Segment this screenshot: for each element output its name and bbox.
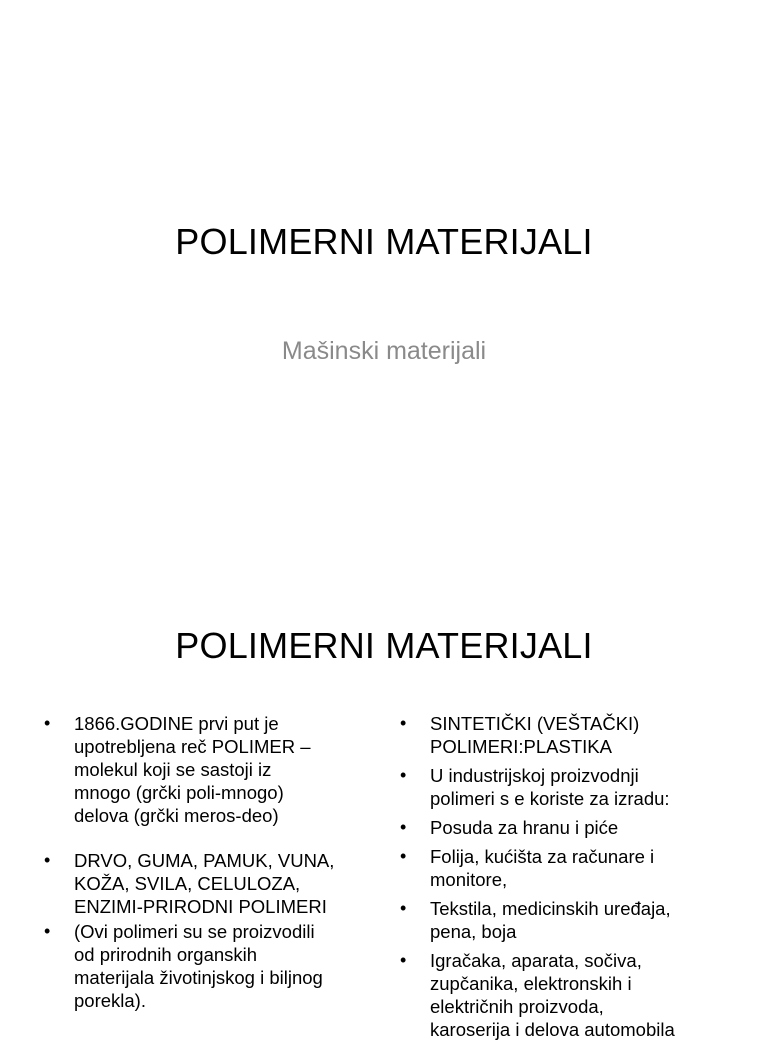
list-item-text: DRVO, GUMA, PAMUK, VUNA, KOŽA, SVILA, CELULOZA, ENZIMI-PRIRODNI POLIMERI	[74, 850, 335, 917]
left-bullet-list	[40, 712, 380, 1018]
list-item	[396, 845, 736, 891]
list-item	[396, 816, 736, 839]
list-item	[396, 764, 736, 810]
list-item-text: Igračaka, aparata, sočiva, zupčanika, elektronskih i električnih proizvoda, karoserija i delova automobila	[430, 950, 675, 1040]
slide-1-title: POLIMERNI MATERIJALI	[175, 221, 593, 262]
slide-2-title: POLIMERNI MATERIJALI	[175, 625, 593, 666]
bullet-icon: •	[44, 850, 51, 870]
list-item-text: (Ovi polimeri su se proizvodili od prirodnih organskih materijala životinjskog i biljnog porekla).	[74, 921, 323, 1011]
bullet-icon: •	[400, 713, 407, 733]
bullet-icon: •	[400, 898, 407, 918]
list-item	[396, 897, 736, 943]
list-item	[40, 849, 380, 918]
right-bullet-list	[396, 712, 736, 1047]
list-item-text: Folija, kućišta za računare i monitore,	[430, 846, 655, 890]
slide-2	[0, 576, 768, 1040]
bullet-icon: •	[44, 713, 51, 733]
list-item-text: Tekstila, medicinskih uređaja, pena, boja	[430, 898, 671, 942]
bullet-icon: •	[400, 817, 407, 837]
bullet-icon: •	[44, 921, 51, 941]
bullet-icon: •	[400, 846, 407, 866]
list-item-text: SINTETIČKI (VEŠTAČKI) POLIMERI:PLASTIKA	[430, 713, 640, 757]
list-item	[40, 712, 380, 827]
list-item	[396, 712, 736, 758]
list-item-text: U industrijskoj proizvodnji polimeri s e koriste za izradu:	[430, 765, 670, 809]
list-item-text: Posuda za hranu i piće	[430, 817, 619, 838]
list-item	[40, 920, 380, 1012]
bullet-icon: •	[400, 950, 407, 970]
slide-1-subtitle: Mašinski materijali	[281, 337, 487, 365]
bullet-icon: •	[400, 765, 407, 785]
list-item	[396, 949, 736, 1041]
list-item-text: 1866.GODINE prvi put je upotrebljena reč POLIMER – molekul koji se sastoji iz mnogo (grčki poli-mnogo) delova (grčki meros-deo)	[74, 713, 311, 826]
